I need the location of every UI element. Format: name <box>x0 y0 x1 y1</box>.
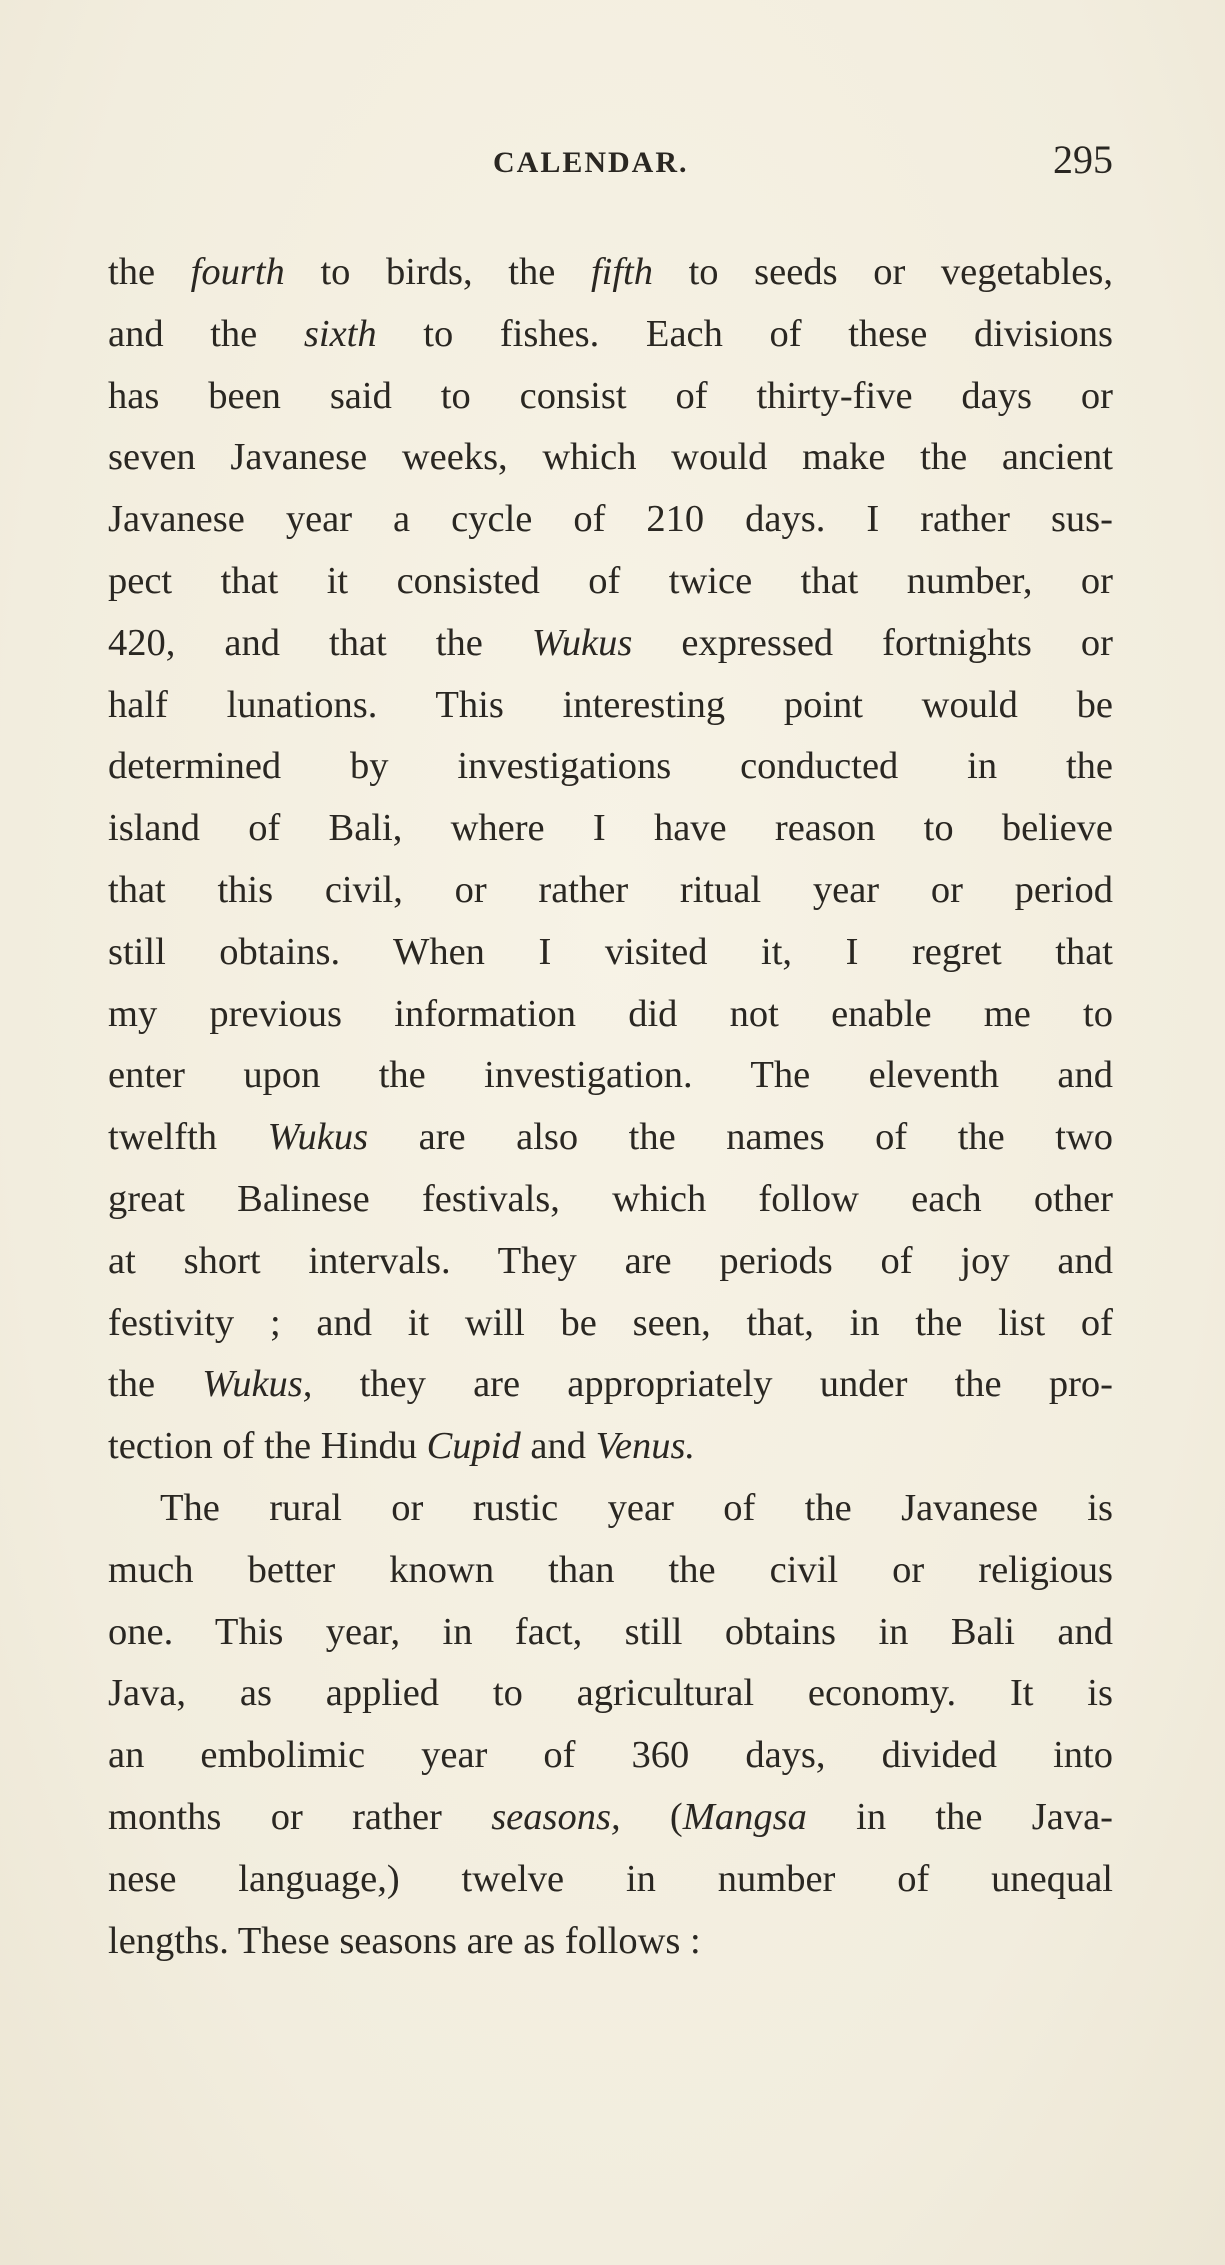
text-line <box>108 366 1113 428</box>
text-line <box>108 736 1113 798</box>
text-run: festivity ; and it will be seen, that, in the list of <box>108 1301 1113 1344</box>
italic-text: fifth <box>590 251 653 293</box>
text-run: enter upon the investigation. The eleventh and <box>108 1054 1113 1097</box>
text-line <box>108 1416 1113 1478</box>
text-run: twelfth <box>108 1116 268 1159</box>
italic-text: Wukus <box>267 1116 369 1159</box>
text-line <box>108 1169 1113 1231</box>
text-line <box>108 922 1113 984</box>
italic-text: Mangsa <box>682 1795 807 1838</box>
text-run: pect that it consisted of twice that number, or <box>108 559 1113 602</box>
text-line <box>108 984 1113 1046</box>
text-line <box>108 1911 1113 1973</box>
text-run: and <box>520 1425 596 1468</box>
italic-text: Wukus <box>531 621 633 664</box>
text-run: and the <box>108 312 304 355</box>
page-header <box>108 137 1113 190</box>
text-run: lengths. These seasons are as follows : <box>108 1919 701 1962</box>
text-run: they are appropriately under the pro- <box>312 1363 1113 1406</box>
text-run: the <box>108 1363 203 1406</box>
text-line <box>108 1045 1113 1107</box>
text-run: much better known than the civil or religious <box>108 1548 1113 1591</box>
text-run: Java, as applied to agricultural economy. It is <box>108 1672 1113 1715</box>
text-run: tection of the Hindu <box>108 1425 427 1468</box>
paragraph <box>108 1478 1113 1972</box>
text-line <box>108 1849 1113 1911</box>
text-line <box>108 551 1113 613</box>
italic-text: Venus. <box>595 1425 696 1468</box>
text-run: to birds, the <box>284 251 591 293</box>
text-line <box>108 304 1113 366</box>
text-line <box>108 860 1113 922</box>
text-line <box>108 1354 1113 1416</box>
text-run: are also the names of the two <box>368 1116 1113 1159</box>
text-run: Javanese year a cycle of 210 days. I rather sus- <box>108 498 1113 541</box>
italic-text: seasons, <box>491 1795 621 1838</box>
text-run: seven Javanese weeks, which would make the ancient <box>108 436 1113 479</box>
text-run: great Balinese festivals, which follow each other <box>108 1177 1113 1220</box>
text-line <box>108 1663 1113 1725</box>
text-line <box>108 1602 1113 1664</box>
text-run: to fishes. Each of these divisions <box>376 312 1114 355</box>
text-line <box>108 1293 1113 1355</box>
text-line <box>108 1231 1113 1293</box>
text-line <box>108 613 1113 675</box>
text-line <box>108 798 1113 860</box>
text-run: determined by investigations conducted in the <box>108 745 1113 788</box>
text-line <box>108 427 1113 489</box>
text-run: island of Bali, where I have reason to believe <box>108 807 1113 850</box>
text-line <box>108 1787 1113 1849</box>
text-line <box>108 1107 1113 1169</box>
text-line <box>108 1540 1113 1602</box>
text-run: an embolimic year of 360 days, divided into <box>108 1734 1113 1777</box>
italic-text: sixth <box>303 312 377 355</box>
text-run: my previous information did not enable me to <box>108 992 1113 1035</box>
italic-text: Wukus, <box>202 1363 313 1406</box>
text-run: expressed fortnights or <box>632 621 1113 664</box>
text-run: at short intervals. They are periods of joy and <box>108 1239 1113 1282</box>
body-text <box>108 242 1113 1972</box>
text-run: nese language,) twelve in number of unequal <box>108 1857 1113 1900</box>
text-run: in the Java- <box>806 1795 1114 1838</box>
text-run: has been said to consist of thirty-five days or <box>108 374 1113 417</box>
text-line <box>108 242 1113 304</box>
text-run: the <box>108 251 191 293</box>
italic-text: Cupid <box>426 1425 521 1468</box>
text-line <box>108 1478 1113 1540</box>
text-line <box>108 1725 1113 1787</box>
text-run: still obtains. When I visited it, I regret that <box>108 930 1113 973</box>
text-run: ( <box>620 1795 683 1838</box>
text-line <box>108 489 1113 551</box>
text-run: one. This year, in fact, still obtains in Bali and <box>108 1610 1113 1653</box>
text-run: half lunations. This interesting point would be <box>108 683 1113 726</box>
text-run: The rural or rustic year of the Javanese is <box>160 1486 1113 1529</box>
page-number: 295 <box>1053 137 1113 182</box>
text-run: to seeds or vegetables, <box>652 251 1114 293</box>
paragraph <box>108 242 1113 1478</box>
text-run: months or rather <box>108 1795 492 1838</box>
text-run: that this civil, or rather ritual year or period <box>108 868 1113 911</box>
italic-text: fourth <box>190 251 285 293</box>
running-head: CALENDAR. <box>493 146 689 179</box>
text-line <box>108 675 1113 737</box>
text-run: 420, and that the <box>108 621 532 664</box>
